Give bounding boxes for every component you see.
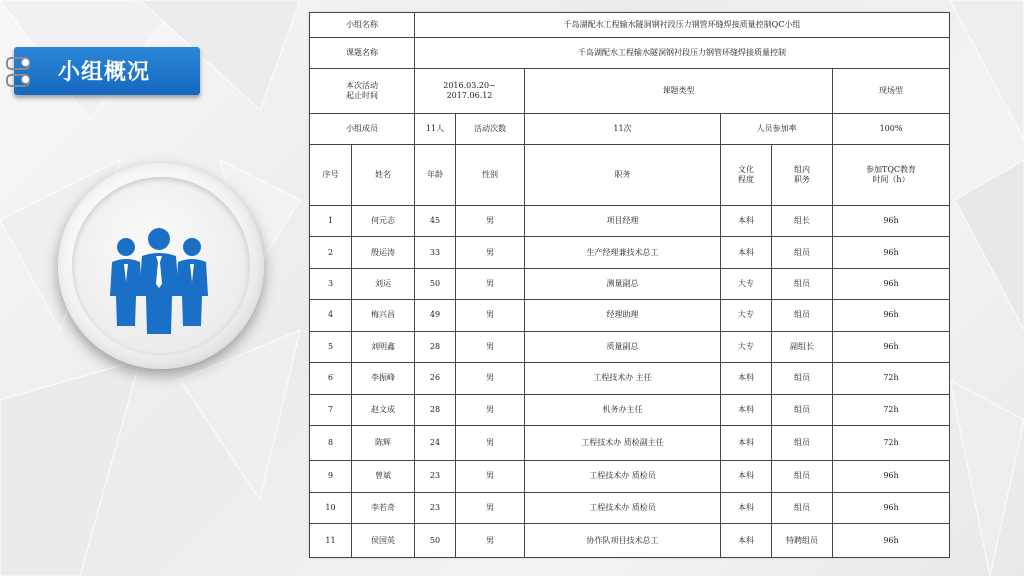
cell-age: 45 xyxy=(415,205,456,236)
table-row xyxy=(310,363,950,394)
cell-name: 殷运涛 xyxy=(352,237,415,268)
cell-name: 李振峰 xyxy=(352,363,415,394)
cell-education: 本科 xyxy=(721,363,772,394)
cell-position: 协作队项目技术总工 xyxy=(525,524,721,558)
table-row xyxy=(310,237,950,268)
cell-education: 大专 xyxy=(721,268,772,299)
cell-age: 28 xyxy=(415,331,456,362)
page-title: 小组概况 xyxy=(58,60,151,85)
topic-value: 千岛湖配水工程输水隧洞钢衬段压力钢管环缝焊接质量控制 xyxy=(415,38,950,68)
column-header: 参加TQC教育 时间（h） xyxy=(833,144,950,205)
cell-position: 质量副总 xyxy=(525,331,721,362)
cell-education: 本科 xyxy=(721,237,772,268)
member-rows xyxy=(310,205,950,557)
topic-label: 课题名称 xyxy=(310,38,415,68)
cell-age: 26 xyxy=(415,363,456,394)
column-header: 姓名 xyxy=(352,144,415,205)
cell-role: 组长 xyxy=(772,205,833,236)
cell-education: 本科 xyxy=(721,394,772,425)
table-row xyxy=(310,394,950,425)
cell-age: 50 xyxy=(415,524,456,558)
cell-age: 49 xyxy=(415,300,456,331)
ring-hole-icon xyxy=(21,58,30,67)
ring-hole-icon xyxy=(21,75,30,84)
table-row xyxy=(310,331,950,362)
cell-no: 4 xyxy=(310,300,352,331)
cell-gender: 男 xyxy=(456,363,525,394)
cell-age: 23 xyxy=(415,492,456,523)
cell-no: 11 xyxy=(310,524,352,558)
cell-no: 6 xyxy=(310,363,352,394)
cell-role: 特聘组员 xyxy=(772,524,833,558)
group-name-label: 小组名称 xyxy=(310,13,415,38)
cell-gender: 男 xyxy=(456,524,525,558)
members-value: 11人 xyxy=(415,114,456,144)
column-header: 职务 xyxy=(525,144,721,205)
cell-training: 96h xyxy=(833,205,950,236)
table-row xyxy=(310,205,950,236)
cell-training: 96h xyxy=(833,300,950,331)
cell-gender: 男 xyxy=(456,237,525,268)
cell-role: 组员 xyxy=(772,237,833,268)
cell-age: 33 xyxy=(415,237,456,268)
cell-position: 工程技术办 主任 xyxy=(525,363,721,394)
cell-education: 大专 xyxy=(721,331,772,362)
cell-education: 本科 xyxy=(721,524,772,558)
cell-age: 24 xyxy=(415,426,456,461)
cell-training: 96h xyxy=(833,492,950,523)
cell-no: 10 xyxy=(310,492,352,523)
cell-role: 副组长 xyxy=(772,331,833,362)
column-header: 性别 xyxy=(456,144,525,205)
column-header: 文化 程度 xyxy=(721,144,772,205)
cell-age: 23 xyxy=(415,460,456,492)
cell-position: 机务办主任 xyxy=(525,394,721,425)
column-header: 年龄 xyxy=(415,144,456,205)
activity-value: 11次 xyxy=(525,114,721,144)
cell-name: 曾斌 xyxy=(352,460,415,492)
table-header-row xyxy=(310,144,950,205)
cell-no: 5 xyxy=(310,331,352,362)
activity-label: 活动次数 xyxy=(456,114,525,144)
cell-training: 72h xyxy=(833,394,950,425)
cell-no: 7 xyxy=(310,394,352,425)
group-info-table xyxy=(309,12,949,558)
cell-education: 本科 xyxy=(721,492,772,523)
cell-position: 经理助理 xyxy=(525,300,721,331)
cell-education: 本科 xyxy=(721,460,772,492)
table-row xyxy=(310,300,950,331)
cell-age: 50 xyxy=(415,268,456,299)
cell-name: 刘明鑫 xyxy=(352,331,415,362)
cell-position: 项目经理 xyxy=(525,205,721,236)
cell-name: 赵文成 xyxy=(352,394,415,425)
cell-position: 生产经理兼技术总工 xyxy=(525,237,721,268)
cell-role: 组员 xyxy=(772,426,833,461)
cell-position: 测量副总 xyxy=(525,268,721,299)
participation-value: 100% xyxy=(833,114,950,144)
table-row xyxy=(310,268,950,299)
members-label: 小组成员 xyxy=(310,114,415,144)
cell-gender: 男 xyxy=(456,492,525,523)
cell-role: 组员 xyxy=(772,363,833,394)
cell-training: 96h xyxy=(833,524,950,558)
table-row xyxy=(310,492,950,523)
topic-type-value: 现场型 xyxy=(833,68,950,114)
topic-type-label: 课题类型 xyxy=(525,68,833,114)
cell-education: 本科 xyxy=(721,205,772,236)
cell-training: 96h xyxy=(833,268,950,299)
cell-role: 组员 xyxy=(772,268,833,299)
table-row xyxy=(310,460,950,492)
participation-label: 人员参加率 xyxy=(721,114,833,144)
cell-education: 本科 xyxy=(721,426,772,461)
member-table xyxy=(309,12,950,558)
cell-role: 组员 xyxy=(772,394,833,425)
title-banner xyxy=(14,47,200,95)
cell-gender: 男 xyxy=(456,394,525,425)
cell-name: 刘运 xyxy=(352,268,415,299)
cell-gender: 男 xyxy=(456,300,525,331)
cell-role: 组员 xyxy=(772,300,833,331)
cell-name: 侯国英 xyxy=(352,524,415,558)
cell-education: 大专 xyxy=(721,300,772,331)
cell-gender: 男 xyxy=(456,268,525,299)
cell-no: 8 xyxy=(310,426,352,461)
cell-role: 组员 xyxy=(772,492,833,523)
cell-training: 72h xyxy=(833,363,950,394)
column-header: 序号 xyxy=(310,144,352,205)
cell-name: 梅兴昌 xyxy=(352,300,415,331)
period-value: 2016.03.20~ 2017.06.12 xyxy=(415,68,525,114)
cell-position: 工程技术办 质检员 xyxy=(525,492,721,523)
team-people-icon xyxy=(104,226,214,336)
cell-no: 2 xyxy=(310,237,352,268)
cell-training: 96h xyxy=(833,460,950,492)
cell-age: 28 xyxy=(415,394,456,425)
cell-position: 工程技术办 质检员 xyxy=(525,460,721,492)
group-name-value: 千岛湖配水工程输水隧洞钢衬段压力钢管环缝焊接质量控制QC小组 xyxy=(415,13,950,38)
column-header: 组内 职务 xyxy=(772,144,833,205)
cell-gender: 男 xyxy=(456,426,525,461)
cell-position: 工程技术办 质检副主任 xyxy=(525,426,721,461)
cell-name: 李若奇 xyxy=(352,492,415,523)
cell-gender: 男 xyxy=(456,205,525,236)
cell-name: 何元志 xyxy=(352,205,415,236)
cell-training: 72h xyxy=(833,426,950,461)
table-row xyxy=(310,426,950,461)
cell-role: 组员 xyxy=(772,460,833,492)
period-label: 本次活动 起止时间 xyxy=(310,68,415,114)
cell-no: 9 xyxy=(310,460,352,492)
cell-training: 96h xyxy=(833,331,950,362)
cell-gender: 男 xyxy=(456,331,525,362)
cell-no: 3 xyxy=(310,268,352,299)
cell-no: 1 xyxy=(310,205,352,236)
cell-training: 96h xyxy=(833,237,950,268)
cell-gender: 男 xyxy=(456,460,525,492)
table-row xyxy=(310,524,950,558)
cell-name: 陈辉 xyxy=(352,426,415,461)
